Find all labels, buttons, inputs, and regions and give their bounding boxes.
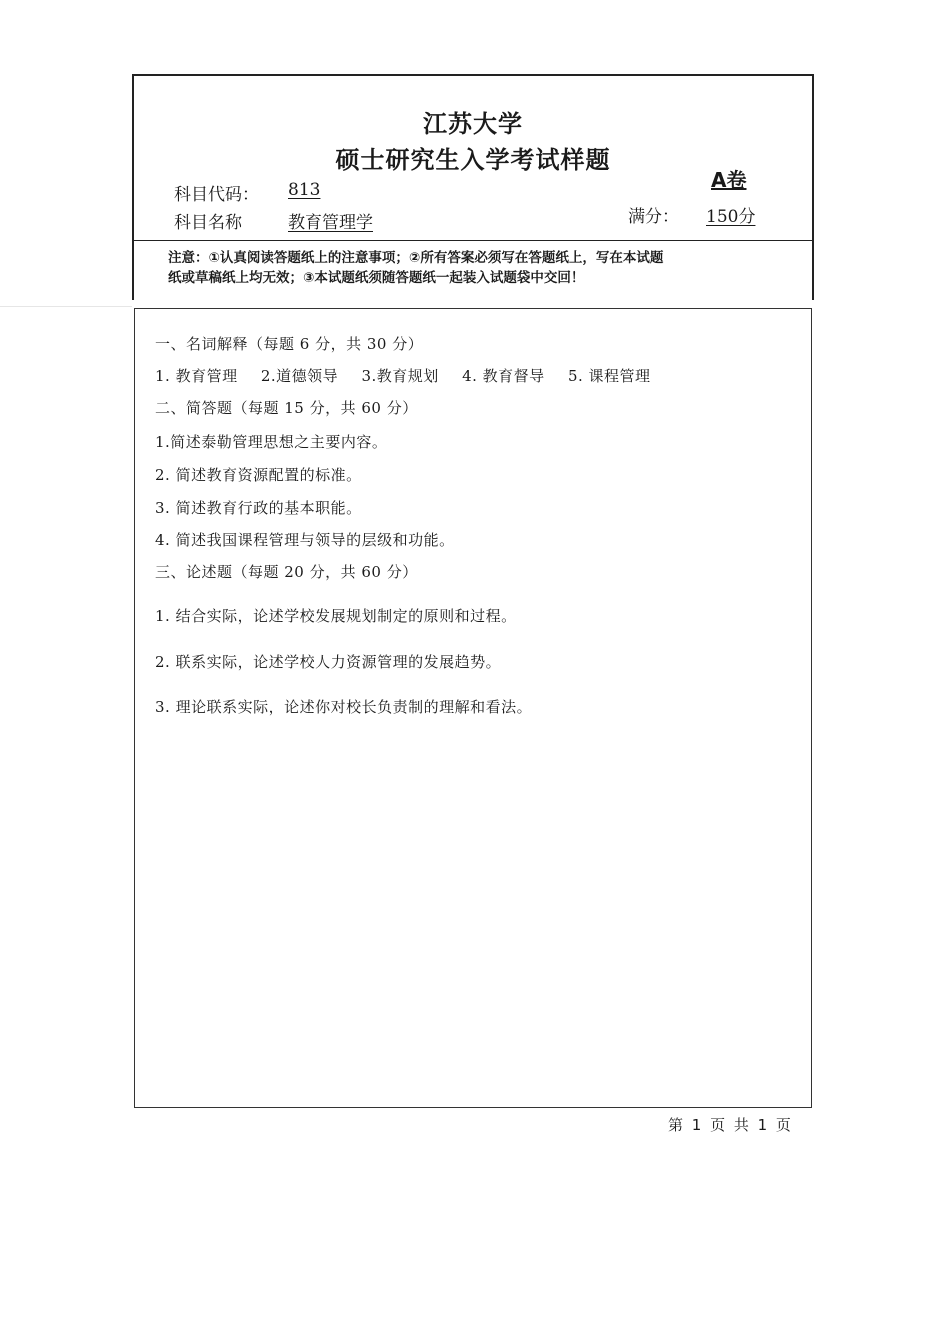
full-score-value: 150分 xyxy=(706,207,756,227)
section-2-title: 二、简答题（每题 15 分，共 60 分） xyxy=(155,399,418,417)
short-answer-item: 3. 简述教育行政的基本职能。 xyxy=(155,499,362,517)
page-number: 第 1 页 共 1 页 xyxy=(668,1116,793,1134)
term-item: 4. 教育督导 xyxy=(462,367,545,385)
exam-title: 硕士研究生入学考试样题 xyxy=(335,146,611,174)
term-item: 2.道德领导 xyxy=(260,367,339,385)
question-area xyxy=(134,308,812,1108)
term-item: 3.教育规划 xyxy=(361,367,439,385)
subject-name-label: 科目名称 xyxy=(174,213,242,233)
short-answer-item: 1.简述泰勒管理思想之主要内容。 xyxy=(155,433,388,451)
exam-header xyxy=(132,74,814,300)
essay-item: 1. 结合实际，论述学校发展规划制定的原则和过程。 xyxy=(155,607,517,625)
header-divider xyxy=(134,240,812,241)
subject-code-value: 813 xyxy=(288,180,321,200)
term-item: 1. 教育管理 xyxy=(155,367,238,385)
subject-code-label: 科目代码： xyxy=(174,185,259,205)
paper-type-label: A卷 xyxy=(711,168,747,192)
scan-artifact-line xyxy=(0,306,132,307)
section-1-items xyxy=(155,365,669,386)
subject-name-value: 教育管理学 xyxy=(288,213,373,233)
notice-line-1: 注意：①认真阅读答题纸上的注意事项；②所有答案必须写在答题纸上，写在本试题 xyxy=(168,250,664,266)
full-score-label: 满分： xyxy=(628,207,679,227)
essay-item: 3. 理论联系实际，论述你对校长负责制的理解和看法。 xyxy=(155,698,533,716)
short-answer-item: 2. 简述教育资源配置的标准。 xyxy=(155,466,362,484)
section-1-title: 一、名词解释（每题 6 分，共 30 分） xyxy=(155,335,424,353)
term-item: 5. 课程管理 xyxy=(567,367,651,385)
university-name: 江苏大学 xyxy=(423,110,523,138)
short-answer-item: 4. 简述我国课程管理与领导的层级和功能。 xyxy=(155,531,455,549)
notice-line-2: 纸或草稿纸上均无效；③本试题纸须随答题纸一起装入试题袋中交回！ xyxy=(168,270,585,286)
section-3-title: 三、论述题（每题 20 分，共 60 分） xyxy=(155,563,418,581)
exam-notice xyxy=(168,248,788,288)
essay-item: 2. 联系实际，论述学校人力资源管理的发展趋势。 xyxy=(155,653,502,671)
